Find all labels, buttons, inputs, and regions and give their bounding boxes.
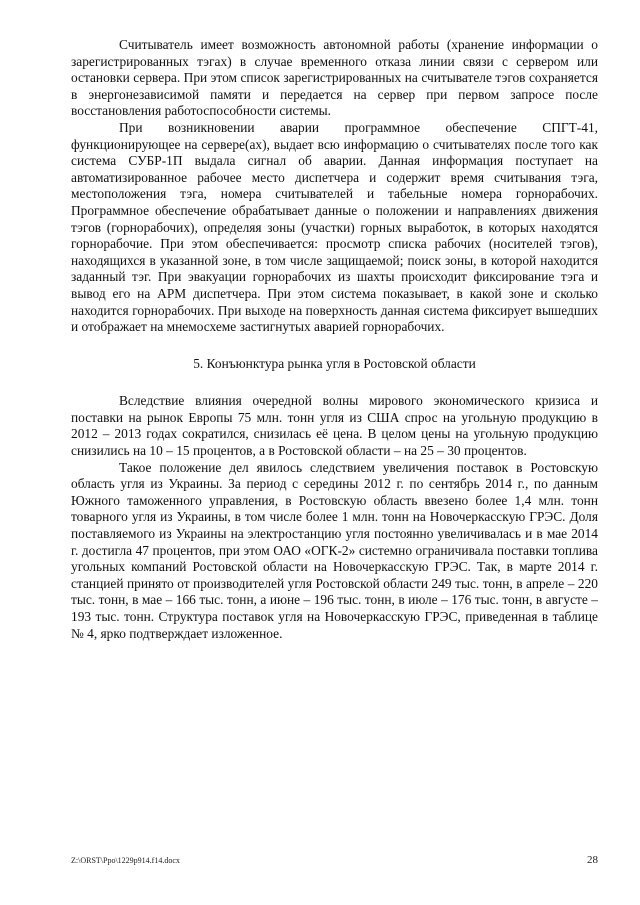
paragraph-emergency-software: При возникновении аварии программное обеспечение СПГТ-41, функционирующее на сервере(ах), выдает всю информацию о считывателях после того как система СУБР-1П выдала сигнал об аварии. Данная информация поступает на автоматизированное рабочее место диспетчера и содержит время считывания тэга, местоположения тэга, номера считывателей и табельные номера горнорабочих. Программное обеспечение обрабатывает данные о положении и направлениях движения тэгов (горнорабочих), определяя зоны (участки) горных выработок, в которых находятся горнорабочие. При этом обеспечивается: просмотр списка рабочих (носителей тэгов), находящихся в указанной зоне, в том числе защищаемой; поиск зоны, в которой находится заданный тэг. При эвакуации горнорабочих из шахты происходит фиксирование тэга и вывод его на АРМ диспетчера. При этом система показывает, в какой зоне и сколько находится горнорабочих. При выходе на поверхность данная система фиксирует вышедших и отображает на мнемосхеме застигнутых аварией горнорабочих. xyxy=(71,119,598,335)
paragraph-ukraine-supplies: Такое положение дел явилось следствием увеличения поставок в Ростовскую область угля из Украины. За период с середины 2012 г. по сентябрь 2014 г., по данным Южного таможенного управления, в Ростовскую область ввезено более 1,4 млн. тонн товарного угля из Украины, в том числе более 1 млн. тонн на Новочеркасскую ГРЭС. Доля поставляемого из Украины на электростанцию угля постоянно увеличивалась и в мае 2014 г. достигла 47 процентов, при этом ОАО «ОГК-2» системно ограничивала поставки топлива угольных компаний Ростовской области на Новочеркасскую ГРЭС. Так, в марте 2014 г. станцией принято от производителей угля Ростовской области 249 тыс. тонн, в апреле – 220 тыс. тонн, в мае – 166 тыс. тонн, а июне – 196 тыс. тонн, в июле – 176 тыс. тонн, в августе – 193 тыс. тонн. Структура поставок угля на Новочеркасскую ГРЭС, приведенная в таблице № 4, ярко подтверждает изложенное. xyxy=(71,459,598,641)
section-heading: 5. Конъюнктура рынка угля в Ростовской области xyxy=(193,355,476,371)
footer-file-path: Z:\ORST\Ppo\1229p914.f14.docx xyxy=(71,856,180,865)
paragraph-reader-autonomy: Считыватель имеет возможность автономной работы (хранение информации о зарегистрированных тэгах) в случае временного отказа линии связи с сервером или остановки сервера. При этом список зарегистрированных на считывателе тэгов сохраняется в энергонезависимой памяти и передается на сервер при первом запросе после восстановления работоспособности системы. xyxy=(71,37,598,119)
document-body xyxy=(71,37,598,642)
page-number: 28 xyxy=(587,854,598,866)
paragraph-crisis-prices: Вследствие влияния очередной волны мирового экономического кризиса и поставки на рынок Европы 75 млн. тонн угля из США спрос на угольную продукцию в 2012 – 2013 годах сократился, снизилась её цена. В целом цены на угольную продукцию снизились на 10 – 15 процентов, а в Ростовской области – на 25 – 30 процентов. xyxy=(71,393,598,459)
